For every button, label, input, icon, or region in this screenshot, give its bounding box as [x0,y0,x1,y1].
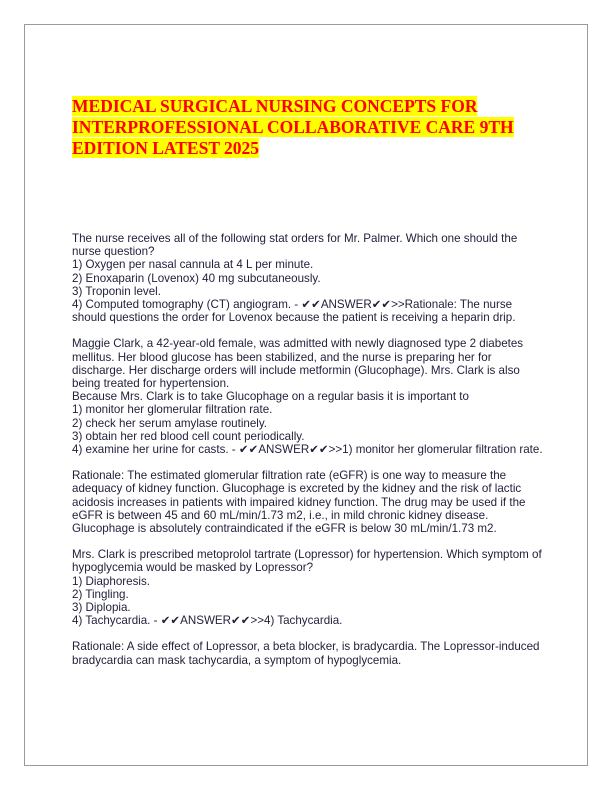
question-3-option-1: 1) Diaphoresis. [72,574,150,588]
question-3 [72,548,547,627]
question-2-option-2: 2) check her serum amylase routinely. [72,416,268,430]
question-1-stem: The nurse receives all of the following stat orders for Mr. Palmer. Which one should the nurse question? [72,232,521,259]
question-3-option-4-answer: 4) Tachycardia. - ✔✔ANSWER✔✔>>4) Tachycardia. [72,614,343,628]
question-2-option-3: 3) obtain her red blood cell count periodically. [72,429,305,443]
question-1-option-4-answer: 4) Computed tomography (CT) angiogram. - ✔✔ANSWER✔✔>>Rationale: The nurse should questions the order for Lovenox because the patient is receiving a heparin drip. [72,298,516,325]
question-3-option-3: 3) Diplopia. [72,601,131,615]
question-1-option-1: 1) Oxygen per nasal cannula at 4 L per minute. [72,258,314,272]
question-2-option-4-answer: 4) examine her urine for casts. - ✔✔ANSWER✔✔>>1) monitor her glomerular filtration rate. [72,443,543,457]
title-highlight: MEDICAL SURGICAL NURSING CONCEPTS FOR INTERPROFESSIONAL COLLABORATIVE CARE 9TH EDITION LATEST 2025 [72,96,514,158]
document-body [72,232,547,680]
document-title [72,96,542,159]
question-2 [72,337,547,456]
question-1-option-2: 2) Enoxaparin (Lovenox) 40 mg subcutaneously. [72,271,321,285]
question-1-option-3: 3) Troponin level. [72,284,161,298]
question-1 [72,232,547,324]
question-2-rationale: Rationale: The estimated glomerular filtration rate (eGFR) is one way to measure the adequacy of kidney function. Glucophage is excreted by the kidney and the risk of lactic acidosis increases in patients with impaired kidney function. The drug may be used if the eGFR is between 45 and 60 mL/min/1.73 m2, i.e., in mild chronic kidney disease. Glucophage is absolutely contraindicated if the eGFR is below 30 mL/min/1.73 m2. [72,469,526,536]
question-2-option-1: 1) monitor her glomerular filtration rate. [72,403,273,417]
question-2-question: Because Mrs. Clark is to take Glucophage on a regular basis it is important to [72,390,469,404]
question-2-stem: Maggie Clark, a 42-year-old female, was admitted with newly diagnosed type 2 diabetes mellitus. Her blood glucose has been stabilized, and the nurse is preparing her for discharge. Her discharge orders will include metformin (Glucophage). Mrs. Clark is also being treated for hypertension. [72,337,527,391]
question-3-option-2: 2) Tingling. [72,587,129,601]
question-3-rationale: Rationale: A side effect of Lopressor, a beta blocker, is bradycardia. The Lopressor-induced bradycardia can mask tachycardia, a symptom of hypoglycemia. [72,640,540,667]
question-3-stem: Mrs. Clark is prescribed metoprolol tartrate (Lopressor) for hypertension. Which symptom of hypoglycemia would be masked by Lopressor? [72,548,545,575]
